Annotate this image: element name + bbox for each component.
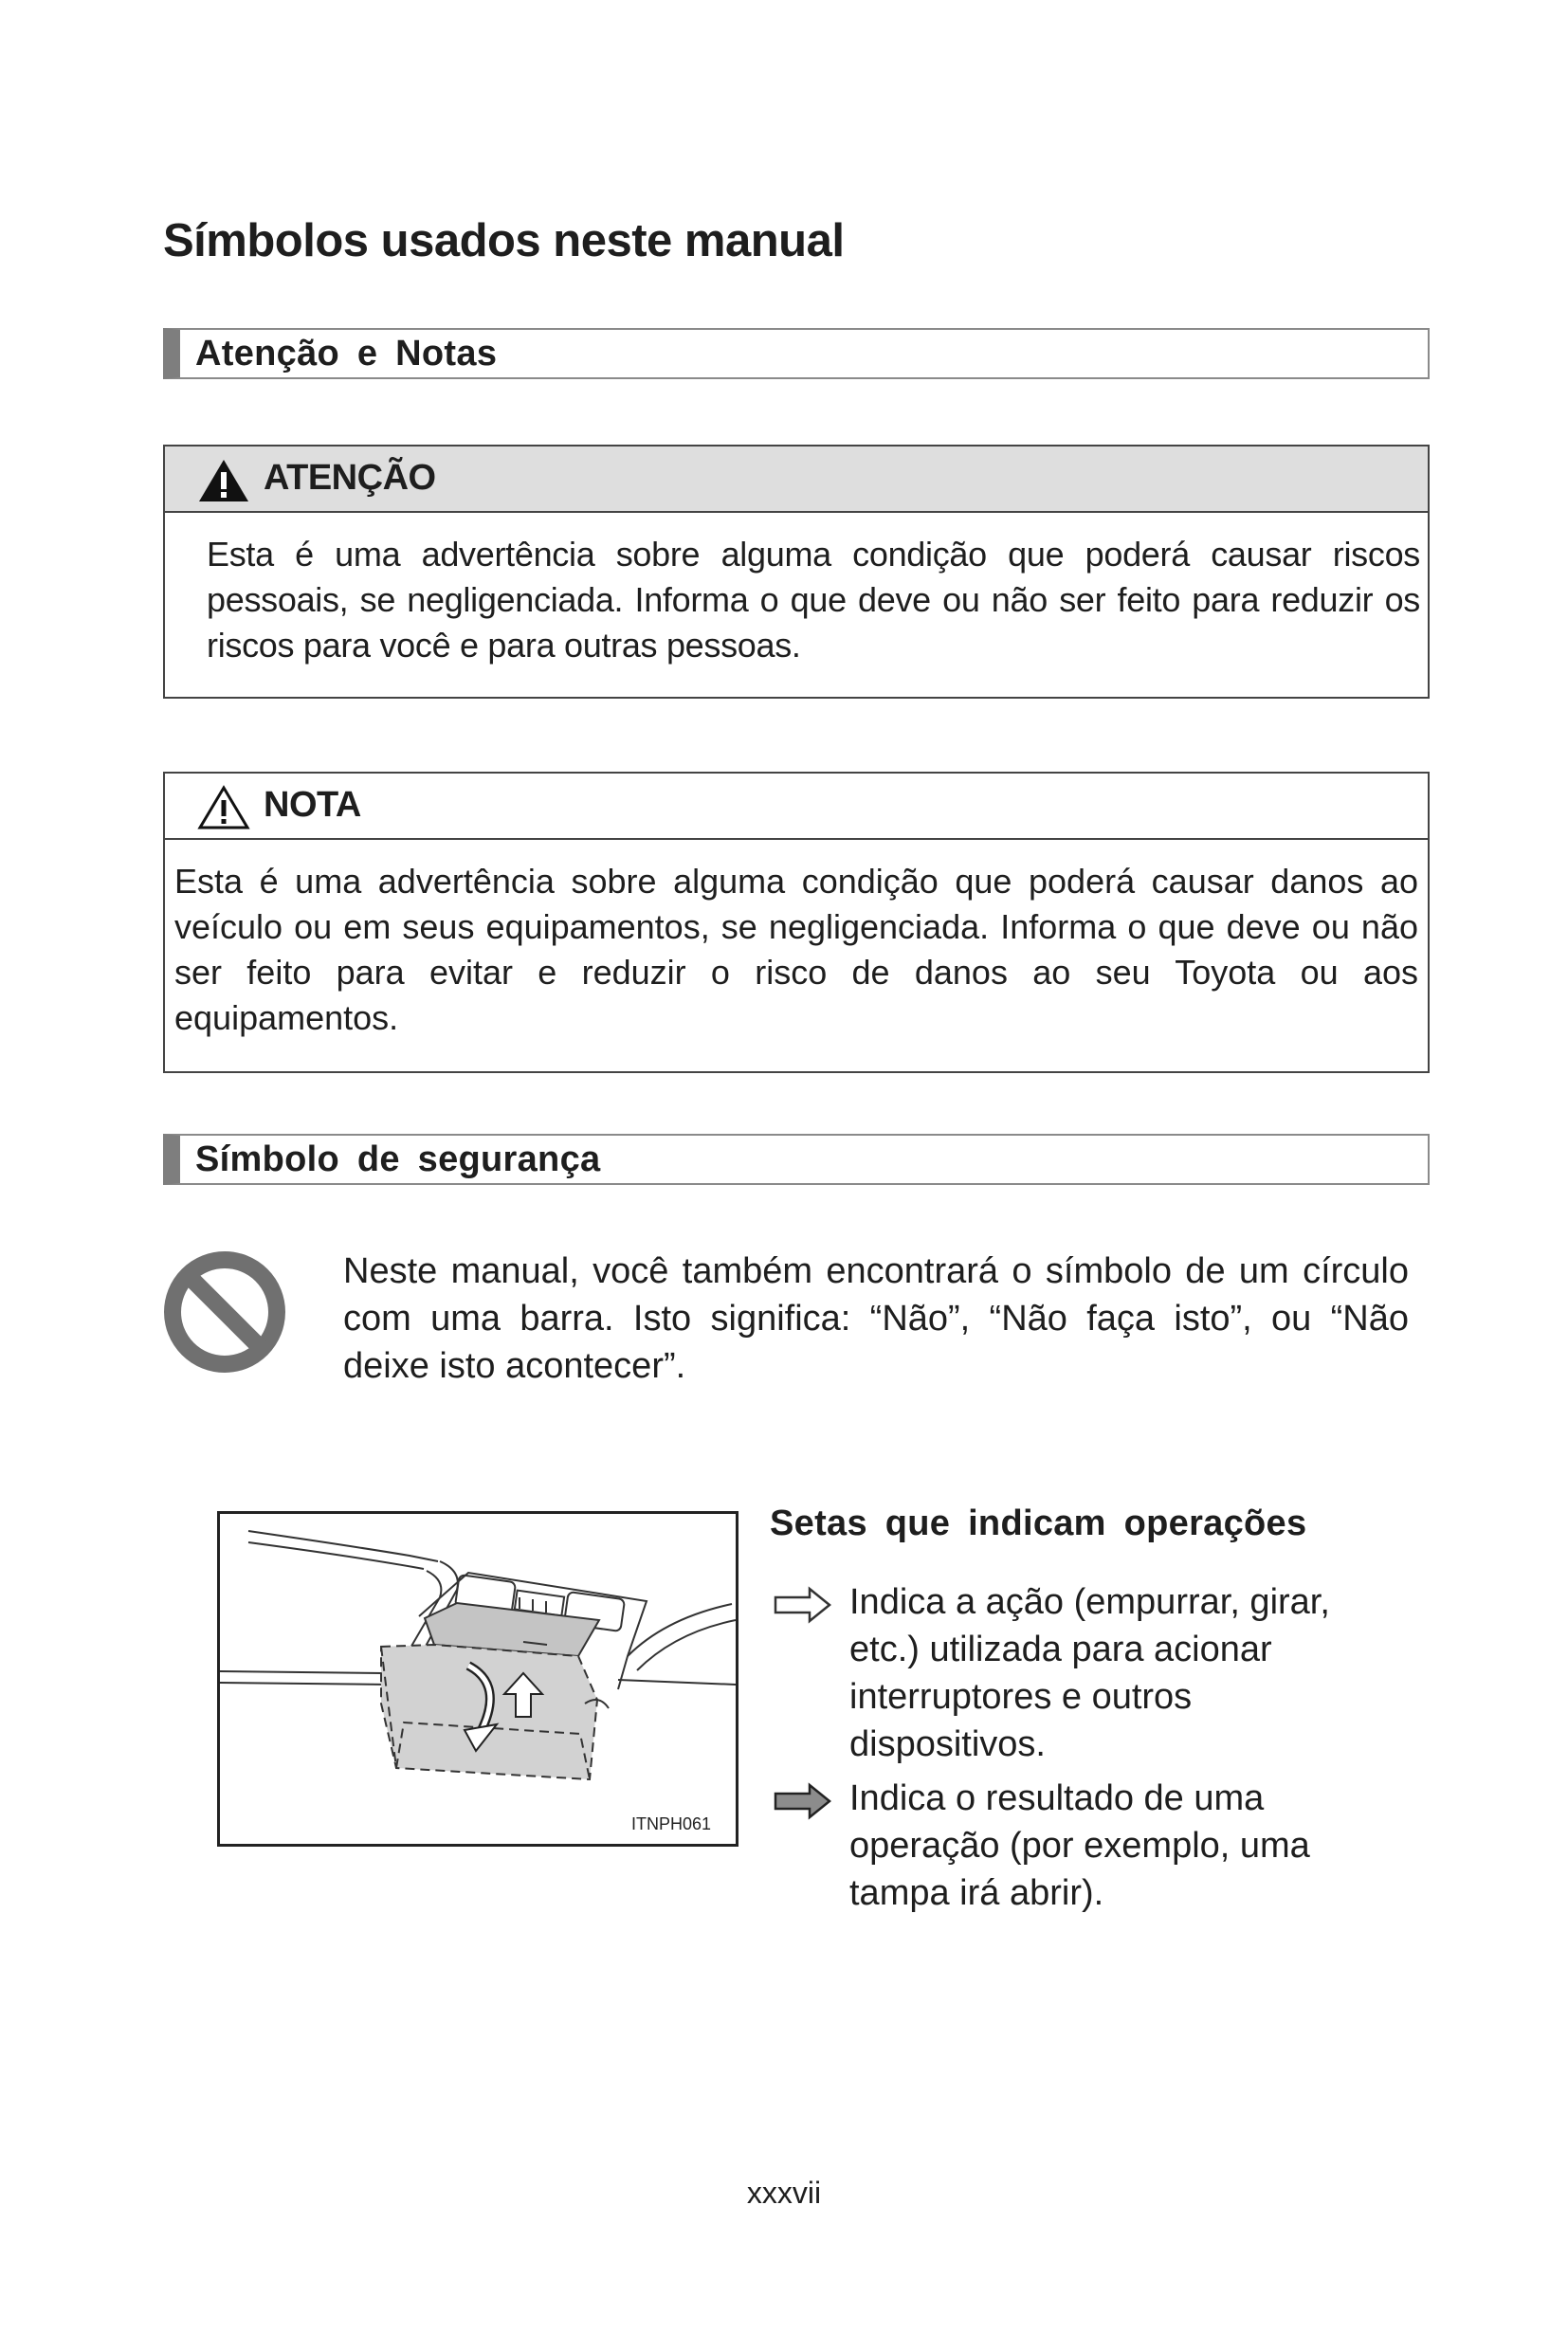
warning-filled-triangle-icon	[197, 458, 250, 503]
note-title: NOTA	[264, 785, 361, 825]
arrow-item-result	[770, 1775, 1395, 1917]
figure-label: ITNPH061	[630, 1814, 711, 1833]
section-heading-safety-label: Símbolo de segurança	[195, 1139, 601, 1179]
filled-arrow-icon	[774, 1782, 832, 1820]
warning-text: Esta é uma advertência sobre alguma condição que poderá causar riscos pessoais, se negligenciada. Informa o que deve ou não ser feito para reduzir os riscos para você e para outras pessoas.	[207, 535, 1420, 665]
page-number: xxxvii	[746, 2176, 822, 2210]
safety-symbol-text: Neste manual, você também encontrará o símbolo de um círculo com uma barra. Isto significa: “Não”, “Não faça isto”, ou “Não deixe isto acontecer”.	[343, 1251, 1409, 1386]
note-box-header	[165, 774, 1428, 840]
note-text: Esta é uma advertência sobre alguma condição que poderá causar danos ao veículo ou em seus equipamentos, se negligenciada. Informa o que deve ou não ser feito para evitar e reduzir o risco de danos ao seu Toyota ou aos equipamentos.	[174, 862, 1418, 1037]
section-heading-safety	[163, 1134, 1430, 1185]
warning-box-header	[165, 447, 1428, 513]
arrow-item-action	[770, 1578, 1395, 1768]
section-heading-attention-label: Atenção e Notas	[195, 334, 498, 374]
warning-outline-triangle-icon	[197, 785, 250, 830]
overhead-console-illustration	[220, 1514, 736, 1844]
note-box	[163, 772, 1430, 1073]
page-title: Símbolos usados neste manual	[163, 215, 845, 266]
operation-figure	[217, 1511, 738, 1847]
prohibition-icon	[163, 1250, 286, 1374]
arrow-item-result-text: Indica o resultado de uma operação (por exemplo, uma tampa irá abrir).	[849, 1778, 1310, 1913]
warning-title: ATENÇÃO	[264, 458, 436, 498]
arrow-item-action-text: Indica a ação (empurrar, girar, etc.) utilizada para acionar interruptores e outros dispositivos.	[849, 1582, 1330, 1764]
section-heading-attention	[163, 328, 1430, 379]
warning-box	[163, 445, 1430, 699]
outline-arrow-icon	[774, 1586, 832, 1624]
arrows-title: Setas que indicam operações	[770, 1504, 1307, 1543]
